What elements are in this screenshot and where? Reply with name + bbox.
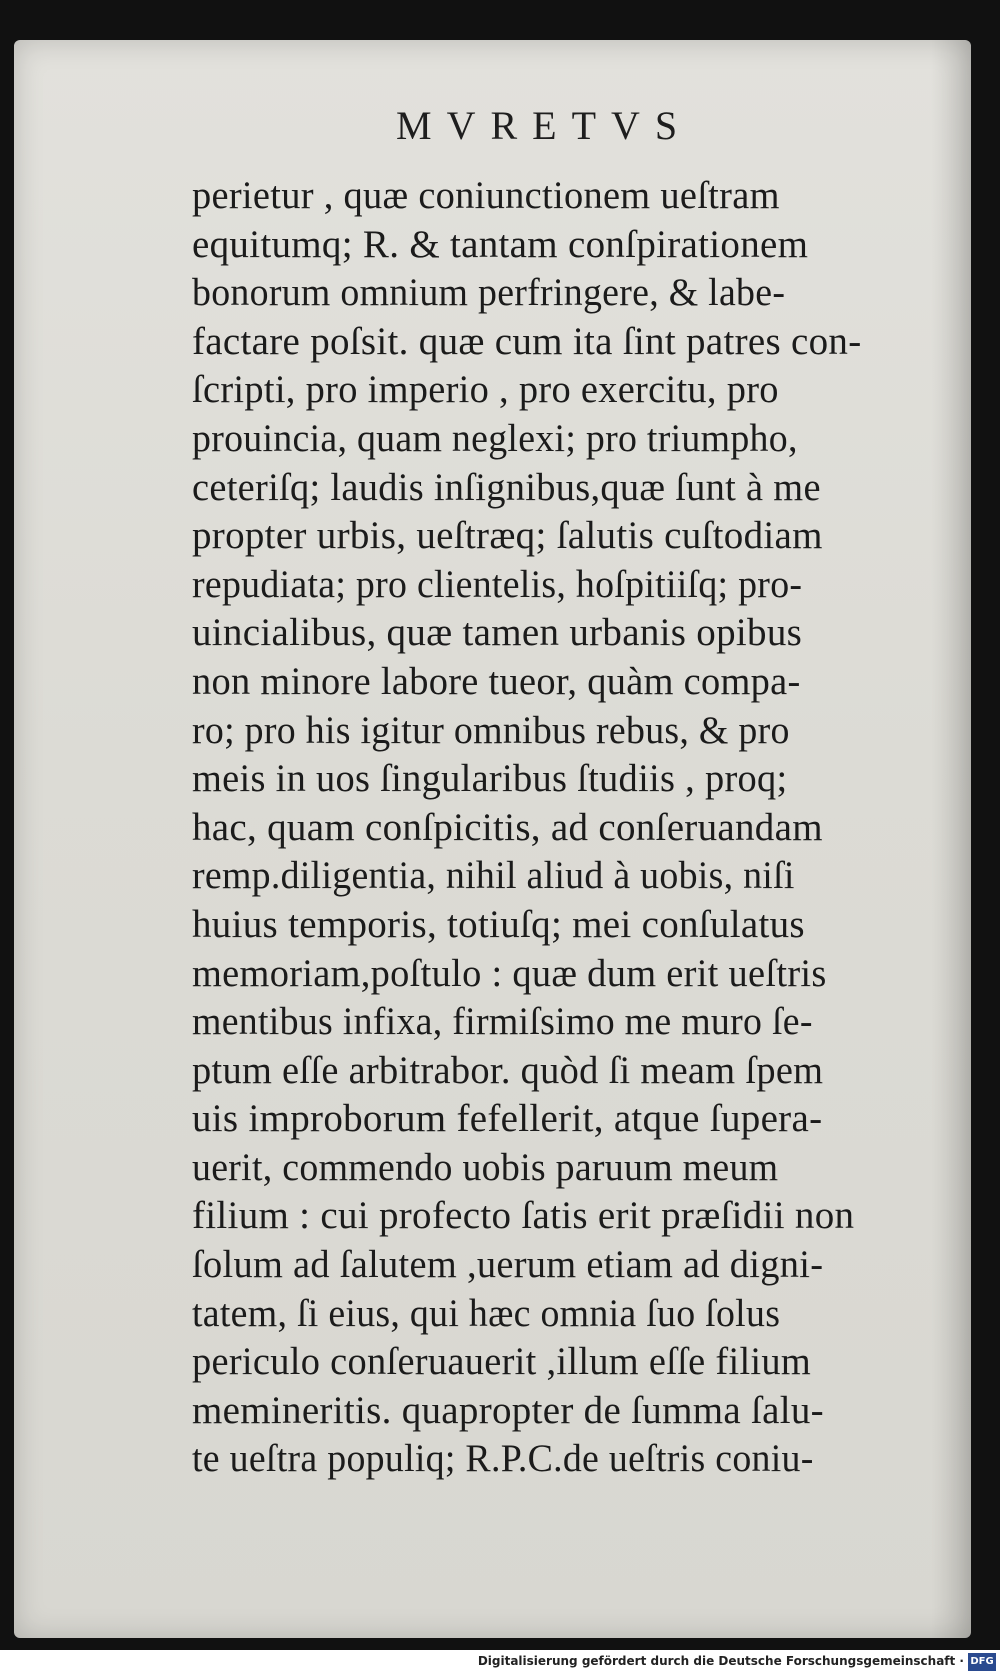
text-line: uis improborum fefellerit, atque ſupera- bbox=[192, 1097, 823, 1141]
footer-bar bbox=[0, 1650, 1000, 1677]
text-line: ro; pro his igitur omnibus rebus, & pro bbox=[192, 708, 790, 752]
text-line: ptum eſſe arbitrabor. quòd ſi meam ſpem bbox=[192, 1048, 824, 1092]
text-line: ſolum ad ſalutem ,uerum etiam ad digni- bbox=[192, 1243, 824, 1287]
text-line: ſcripti, pro imperio , pro exercitu, pro bbox=[192, 368, 779, 412]
book-page bbox=[14, 40, 971, 1638]
text-line: remp.diligentia, nihil aliud à uobis, niſi bbox=[192, 854, 795, 898]
text-line: filium : cui profecto ſatis erit præſidii non bbox=[192, 1194, 855, 1238]
text-line: te ueſtra populiq; R.P.C.de ueſtris coniu- bbox=[192, 1437, 814, 1481]
dfg-logo: DFG bbox=[968, 1653, 996, 1671]
text-line: factare poſsit. quæ cum ita ſint patres con- bbox=[192, 319, 862, 363]
text-line: meis in uos ſingularibus ſtudiis , proq; bbox=[192, 757, 788, 801]
text-line: repudiata; pro clientelis, hoſpitiiſq; pro- bbox=[192, 562, 803, 606]
text-line: tatem, ſi eius, qui hæc omnia ſuo ſolus bbox=[192, 1291, 781, 1335]
text-line: ceteriſq; laudis inſignibus,quæ ſunt à me bbox=[192, 465, 821, 509]
text-line: prouincia, quam neglexi; pro triumpho, bbox=[192, 416, 798, 460]
running-head: MVRETVS bbox=[396, 103, 693, 148]
text-line: periculo conſeruauerit ,illum eſſe filium bbox=[192, 1340, 812, 1384]
text-line: memineritis. quapropter de ſumma ſalu- bbox=[192, 1388, 824, 1432]
text-line: hac, quam conſpicitis, ad conſeruandam bbox=[192, 805, 823, 849]
text-line: non minore labore tueor, quàm compa- bbox=[192, 659, 801, 703]
text-line: uincialibus, quæ tamen urbanis opibus bbox=[192, 611, 803, 655]
text-line: perietur , quæ coniunctionem ueſtram bbox=[192, 174, 780, 217]
text-line: huius temporis, totiuſq; mei conſulatus bbox=[192, 902, 805, 946]
body-text bbox=[192, 172, 952, 1484]
footer-credit: Digitalisierung gefördert durch die Deutsche Forschungsgemeinschaft · bbox=[477, 1654, 964, 1668]
text-line: equitumq; R. & tantam conſpirationem bbox=[192, 222, 809, 266]
text-line: bonorum omnium perfringere, & labe- bbox=[192, 271, 786, 315]
text-line: propter urbis, ueſtræq; ſalutis cuſtodiam bbox=[192, 514, 823, 558]
text-line: mentibus infixa, firmiſsimo me muro ſe- bbox=[192, 1000, 813, 1044]
text-line: memoriam,poſtulo : quæ dum erit ueſtris bbox=[192, 951, 827, 995]
text-line: uerit, commendo uobis paruum meum bbox=[192, 1145, 779, 1189]
